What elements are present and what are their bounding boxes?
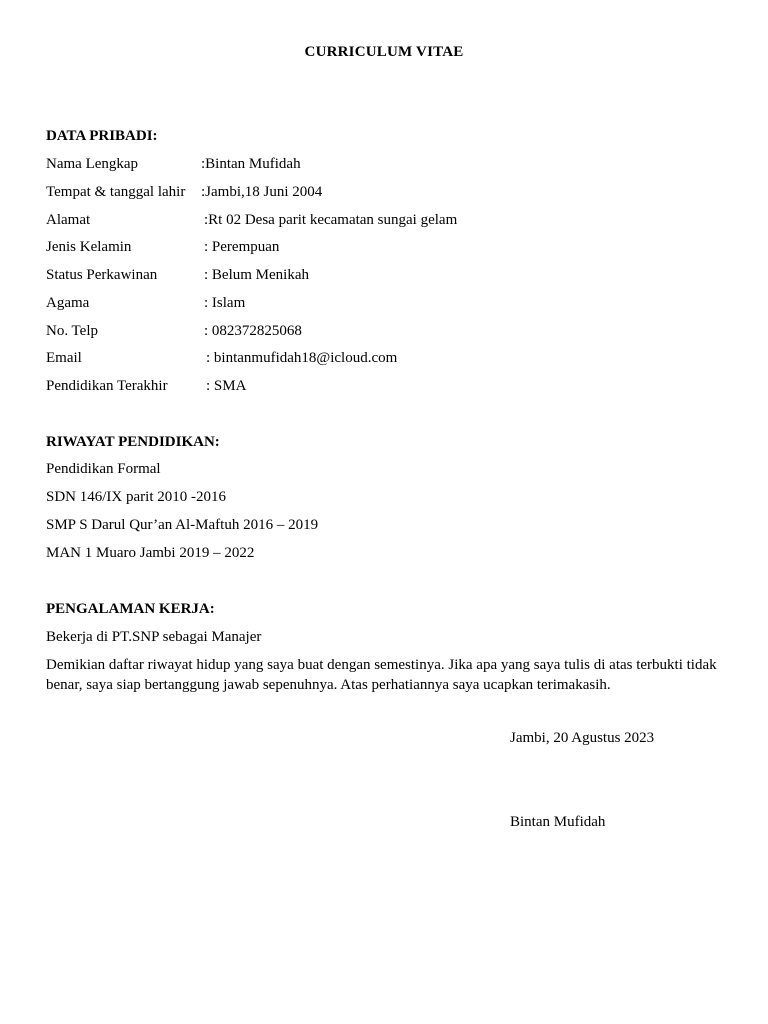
personal-value: :Bintan Mufidah: [201, 156, 301, 172]
signature-name: Bintan Mufidah: [510, 814, 606, 830]
place-date: Jambi, 20 Agustus 2023: [510, 730, 655, 746]
personal-value: :Jambi,18 Juni 2004: [201, 184, 323, 200]
personal-row-birth: [46, 182, 322, 202]
closing-paragraph: Demikian daftar riwayat hidup yang saya buat dengan semestinya. Jika apa yang saya tulis di atas terbukti tidak benar, saya siap bertanggung jawab sepenuhnya. Atas perhatiannya saya ucapkan terimakasih.: [46, 657, 717, 693]
education-item: MAN 1 Muaro Jambi 2019 – 2022: [46, 545, 255, 561]
personal-label: No. Telp: [46, 323, 99, 339]
personal-row-gender: [46, 237, 279, 257]
education-item: SDN 146/IX parit 2010 -2016: [46, 489, 226, 505]
personal-label: Alamat: [46, 212, 91, 228]
personal-row-name: [46, 154, 301, 174]
personal-value: : SMA: [206, 378, 247, 394]
personal-label: Jenis Kelamin: [46, 239, 132, 255]
personal-row-phone: [46, 321, 302, 341]
personal-value: : 082372825068: [204, 323, 302, 339]
personal-label: Nama Lengkap: [46, 156, 139, 172]
personal-label: Agama: [46, 295, 90, 311]
experience-heading: PENGALAMAN KERJA:: [46, 601, 215, 617]
experience-item: Bekerja di PT.SNP sebagai Manajer: [46, 629, 262, 645]
personal-row-marital: [46, 265, 309, 285]
personal-data-heading: DATA PRIBADI:: [46, 128, 158, 144]
document-title: CURRICULUM VITAE: [304, 44, 464, 60]
education-item: SMP S Darul Qur’an Al-Maftuh 2016 – 2019: [46, 517, 319, 533]
education-heading: RIWAYAT PENDIDIKAN:: [46, 434, 220, 450]
personal-value: : Perempuan: [204, 239, 280, 255]
personal-row-last-education: [46, 376, 246, 396]
personal-value: : Belum Menikah: [204, 267, 309, 283]
personal-label: Pendidikan Terakhir: [46, 378, 168, 394]
personal-label: Email: [46, 350, 82, 366]
personal-value: :Rt 02 Desa parit kecamatan sungai gelam: [204, 212, 458, 228]
education-subheading: Pendidikan Formal: [46, 461, 161, 477]
personal-label: Tempat & tanggal lahir: [46, 184, 186, 200]
personal-value: : Islam: [204, 295, 246, 311]
personal-row-religion: [46, 293, 245, 313]
personal-row-email: [46, 348, 397, 368]
personal-label: Status Perkawinan: [46, 267, 158, 283]
personal-value: : bintanmufidah18@icloud.com: [206, 350, 398, 366]
personal-row-address: [46, 210, 457, 230]
